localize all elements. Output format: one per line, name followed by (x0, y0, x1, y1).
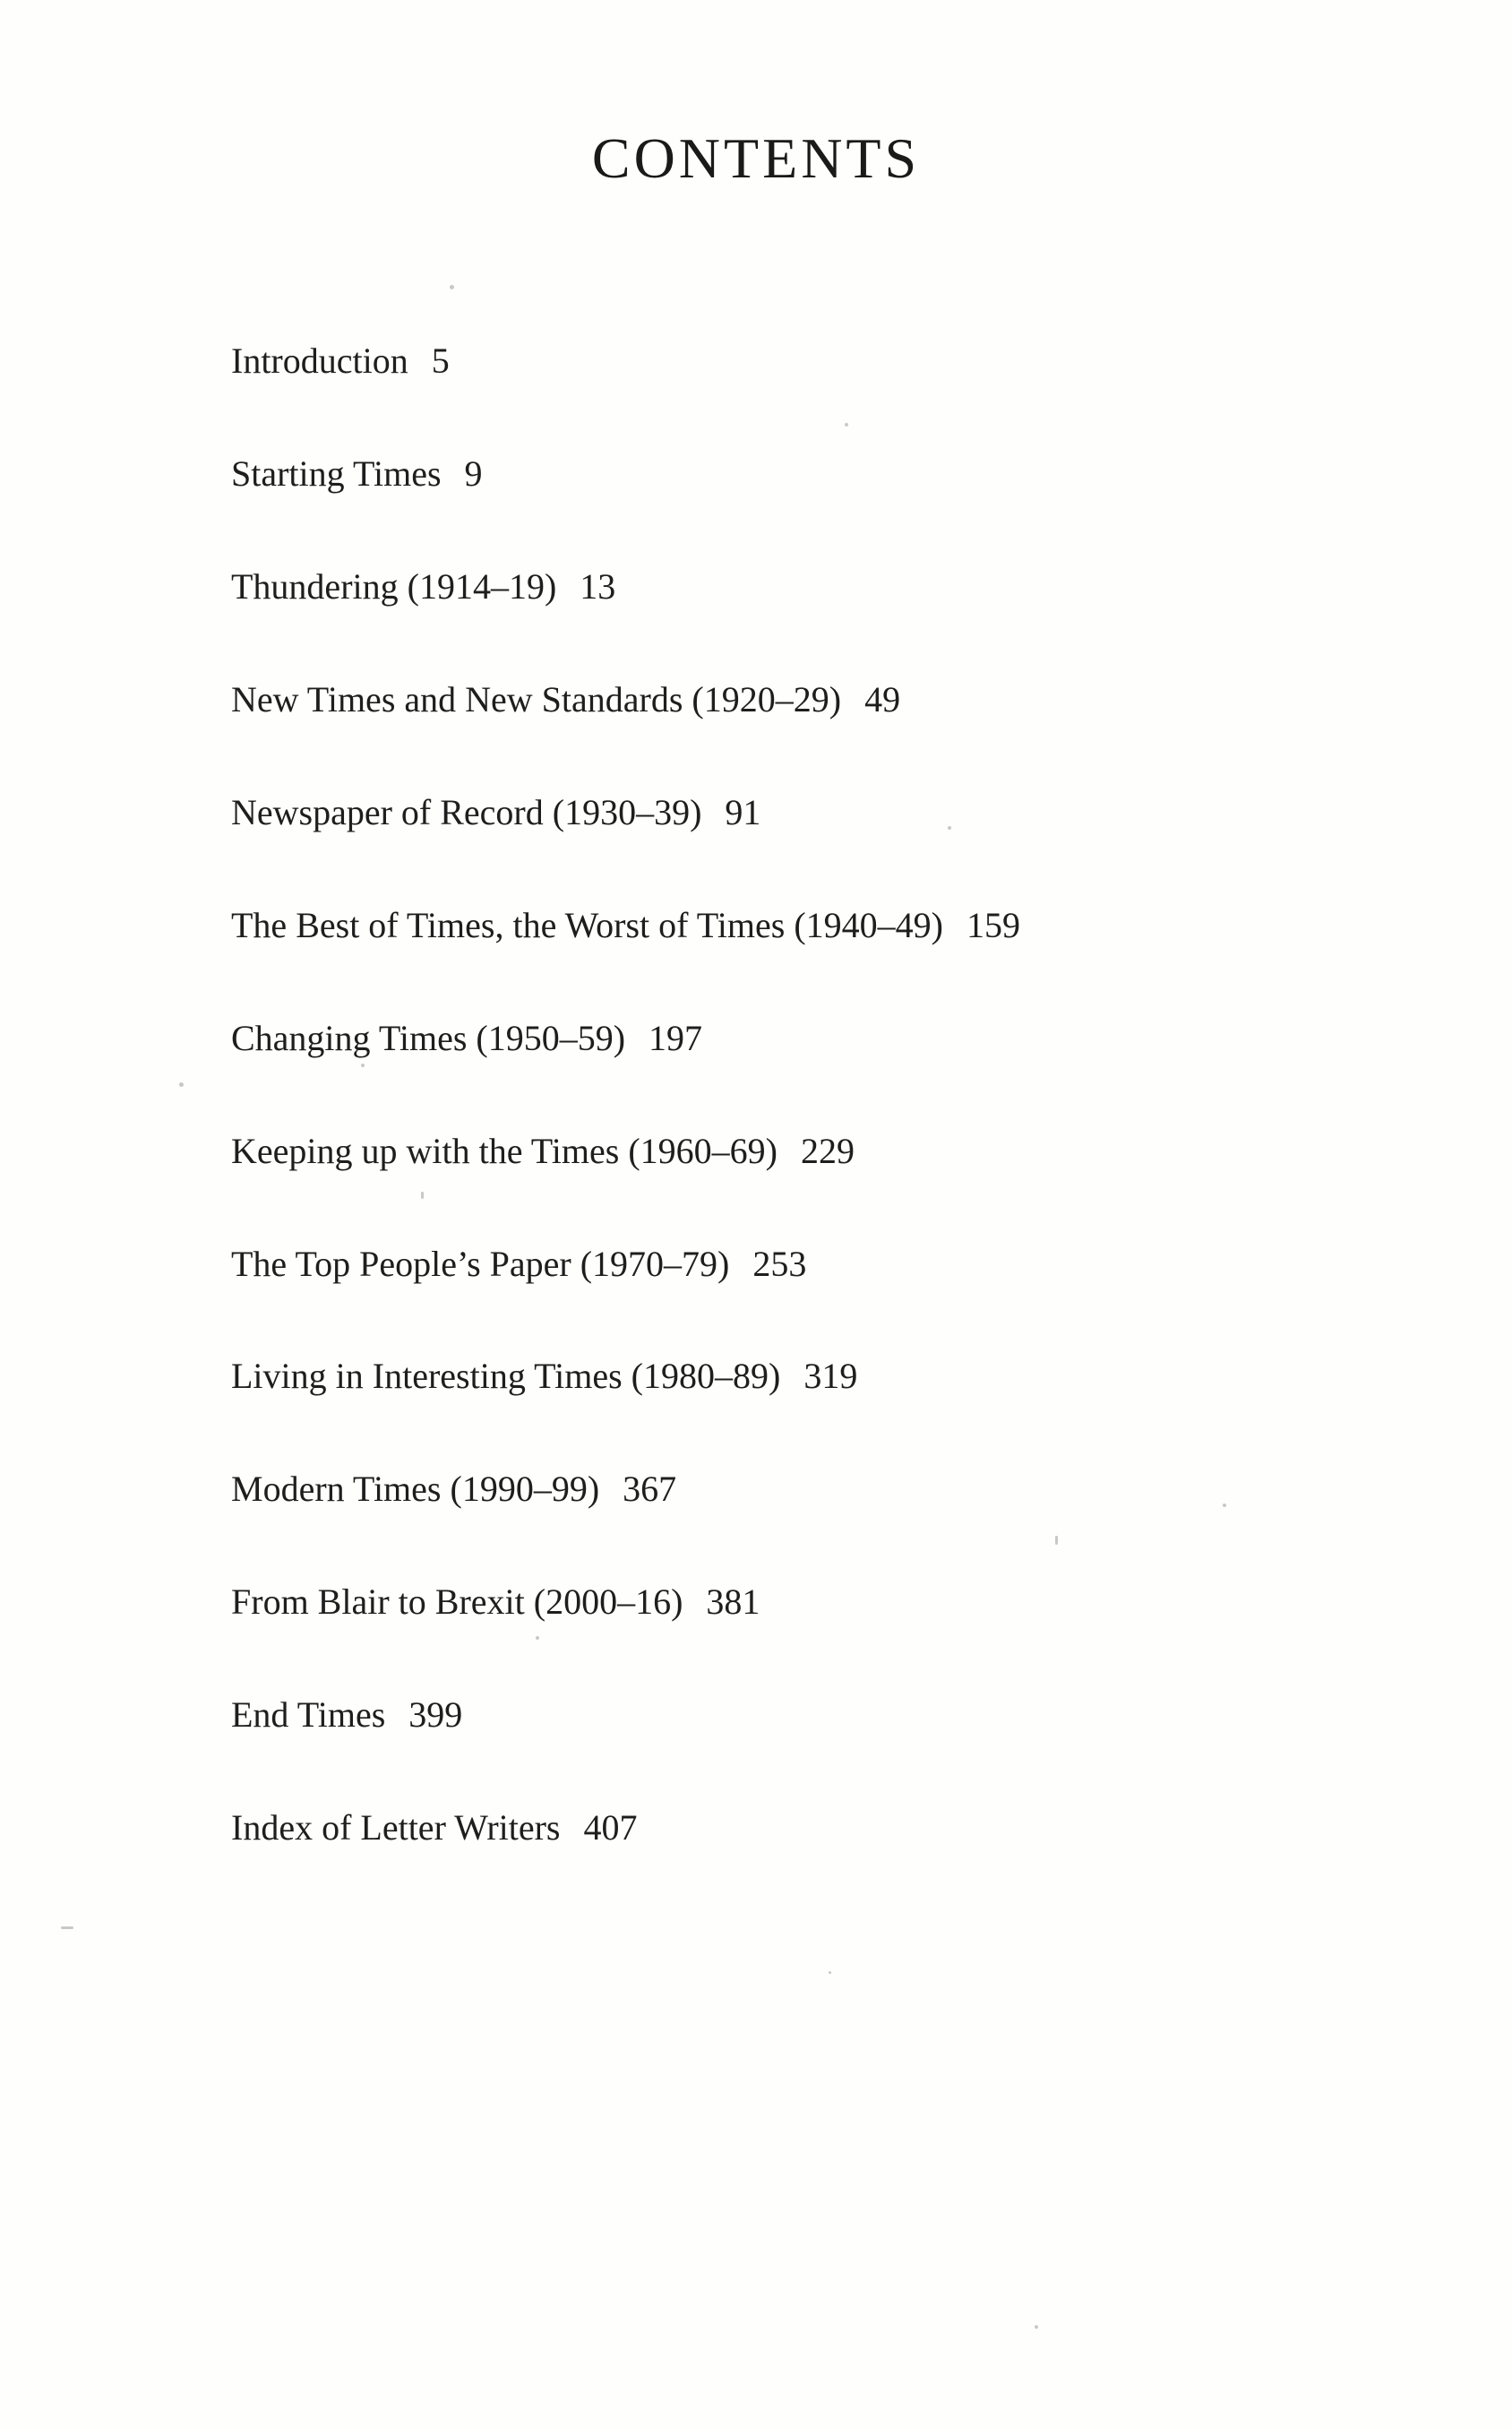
toc-entry-title: Starting Times (231, 453, 442, 495)
toc-entry-title: Newspaper of Record (1930–39) (231, 792, 702, 832)
toc-entry (231, 418, 1396, 530)
toc-entry-title: New Times and New Standards (1920–29) (231, 679, 842, 720)
toc-entry-title: The Best of Times, the Worst of Times (1940–49) (231, 904, 943, 945)
scan-speck (61, 1926, 73, 1929)
toc-entry-page: 399 (408, 1694, 463, 1736)
toc-entry (231, 1433, 1396, 1546)
toc-entry-page: 253 (752, 1243, 807, 1284)
scan-speck (948, 826, 951, 830)
scan-speck (845, 423, 848, 427)
toc-entry-title: The Top People’s Paper (1970–79) (231, 1243, 730, 1284)
toc-entry (231, 868, 1396, 981)
toc-entry-title: Living in Interesting Times (1980–89) (231, 1356, 781, 1397)
scan-speck (1223, 1504, 1226, 1507)
toc-entry (231, 1771, 1396, 1884)
contents-heading: CONTENTS (591, 126, 921, 190)
scan-speck (1035, 2325, 1038, 2329)
scan-speck (421, 1192, 424, 1199)
toc-entry-page: 5 (431, 340, 450, 382)
toc-entry (231, 1207, 1396, 1320)
toc-entry-title: Introduction (231, 340, 408, 382)
toc-entry (231, 1659, 1396, 1771)
table-of-contents (231, 305, 1396, 1883)
toc-entry (231, 756, 1396, 869)
toc-entry (231, 1094, 1396, 1207)
toc-entry-title: Index of Letter Writers (231, 1807, 561, 1848)
toc-entry-title: End Times (231, 1694, 386, 1736)
toc-entry-title: Changing Times (1950–59) (231, 1017, 626, 1058)
toc-entry (231, 981, 1396, 1094)
toc-entry-page: 367 (623, 1469, 677, 1510)
scan-speck (450, 285, 454, 289)
toc-entry-page: 407 (583, 1807, 638, 1848)
scan-speck (1055, 1536, 1058, 1545)
toc-entry-page: 49 (864, 679, 901, 720)
toc-entry-page: 159 (966, 904, 1020, 945)
scan-speck (829, 1971, 831, 1974)
toc-entry-title: Modern Times (1990–99) (231, 1469, 600, 1510)
toc-entry-page: 229 (800, 1130, 855, 1171)
scan-speck (536, 1636, 539, 1640)
toc-entry-title: From Blair to Brexit (2000–16) (231, 1581, 683, 1623)
toc-entry-title: Keeping up with the Times (1960–69) (231, 1130, 777, 1171)
toc-entry (231, 643, 1396, 756)
toc-entry-title: Thundering (1914–19) (231, 566, 557, 608)
toc-entry-page: 9 (464, 453, 483, 495)
toc-entry (231, 1320, 1396, 1433)
toc-entry (231, 530, 1396, 643)
toc-entry (231, 1546, 1396, 1659)
toc-entry-page: 197 (649, 1017, 703, 1058)
toc-entry-page: 381 (706, 1581, 760, 1623)
toc-entry-page: 319 (803, 1356, 858, 1397)
scan-speck (361, 1064, 365, 1067)
scan-speck (179, 1082, 184, 1087)
toc-entry-page: 13 (580, 566, 616, 608)
toc-entry (231, 305, 1396, 418)
toc-entry-page: 91 (725, 792, 761, 832)
